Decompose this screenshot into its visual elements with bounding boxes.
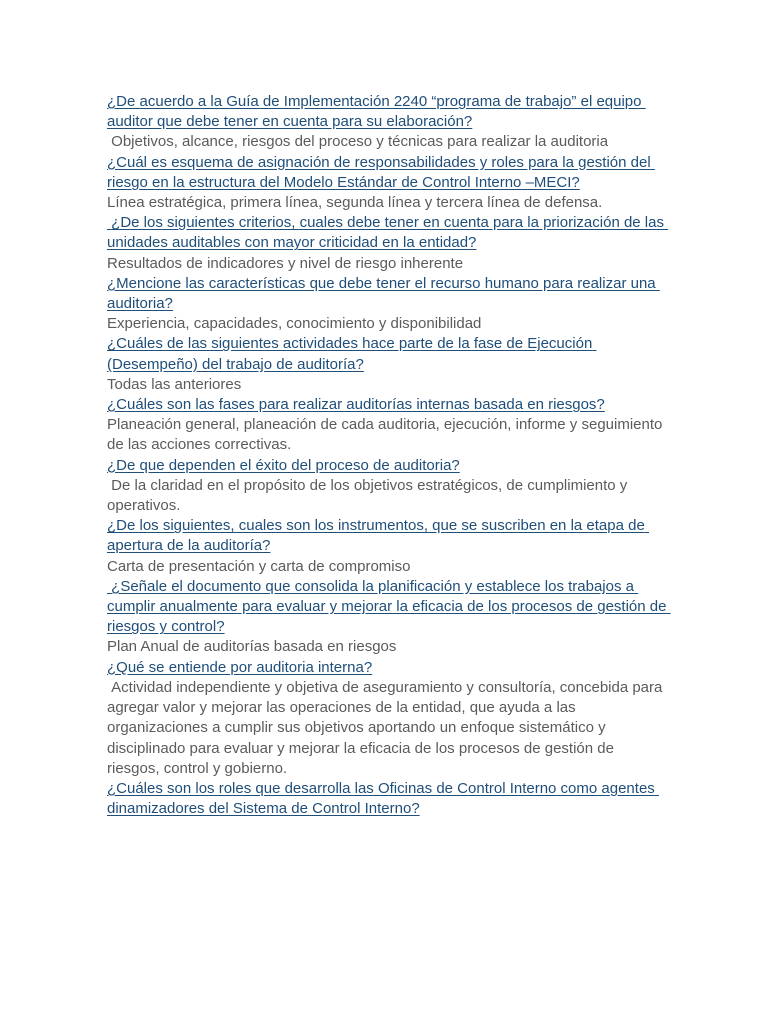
question-10[interactable]: ¿Qué se entiende por auditoria interna? [107,658,373,676]
qa-list [107,92,671,819]
question-8[interactable]: ¿De los siguientes, cuales son los instrumentos, que se suscriben en la etapa de apertura de la auditoría? [107,517,649,555]
answer-5: Todas las anteriores [107,375,242,393]
answer-9: Plan Anual de auditorías basada en riesgos [107,638,397,656]
question-4[interactable]: ¿Mencione las características que debe tener el recurso humano para realizar una auditoria? [107,274,660,313]
answer-2: Línea estratégica, primera línea, segunda línea y tercera línea de defensa. [107,194,603,212]
answer-1: Objetivos, alcance, riesgos del proceso y técnicas para realizar la auditoria [107,133,609,151]
question-1[interactable]: ¿De acuerdo a la Guía de Implementación 2240 “programa de trabajo” el equipo auditor que debe tener en cuenta para su elaboración? [107,93,646,131]
question-7[interactable]: ¿De que dependen el éxito del proceso de auditoria? [107,456,460,474]
question-6[interactable]: ¿Cuáles son las fases para realizar auditorías internas basada en riesgos? [107,396,605,414]
answer-10: Actividad independiente y objetiva de aseguramiento y consultoría, concebida para agregar valor y mejorar las operaciones de la entidad, que ayuda a las organizaciones a cumplir sus objetivos aportando un enfoque sistemático y disciplinado para evaluar y mejorar la eficacia de los procesos de gestión de riesgos, control y gobierno. [107,678,667,777]
answer-6: Planeación general, planeación de cada auditoria, ejecución, informe y seguimiento de las acciones correctivas. [107,416,667,454]
answer-8: Carta de presentación y carta de compromiso [107,557,411,575]
answer-7: De la claridad en el propósito de los objetivos estratégicos, de cumplimiento y operativos. [107,476,632,515]
question-2[interactable]: ¿Cuál es esquema de asignación de responsabilidades y roles para la gestión del riesgo en la estructura del Modelo Estándar de Control Interno –MECI? [107,153,655,191]
question-11[interactable]: ¿Cuáles son los roles que desarrolla las Oficinas de Control Interno como agentes dinamizadores del Sistema de Control Interno? [107,779,659,818]
question-9[interactable]: ¿Señale el documento que consolida la planificación y establece los trabajos a cumplir anualmente para evaluar y mejorar la eficacia de los procesos de gestión de riesgos y control? [107,577,671,636]
question-3[interactable]: ¿De los siguientes criterios, cuales debe tener en cuenta para la priorización de las unidades auditables con mayor criticidad en la entidad? [107,214,669,252]
answer-3: Resultados de indicadores y nivel de riesgo inherente [107,254,464,272]
question-5[interactable]: ¿Cuáles de las siguientes actividades hace parte de la fase de Ejecución (Desempeño) del trabajo de auditoría? [107,335,597,373]
answer-4: Experiencia, capacidades, conocimiento y disponibilidad [107,315,482,333]
